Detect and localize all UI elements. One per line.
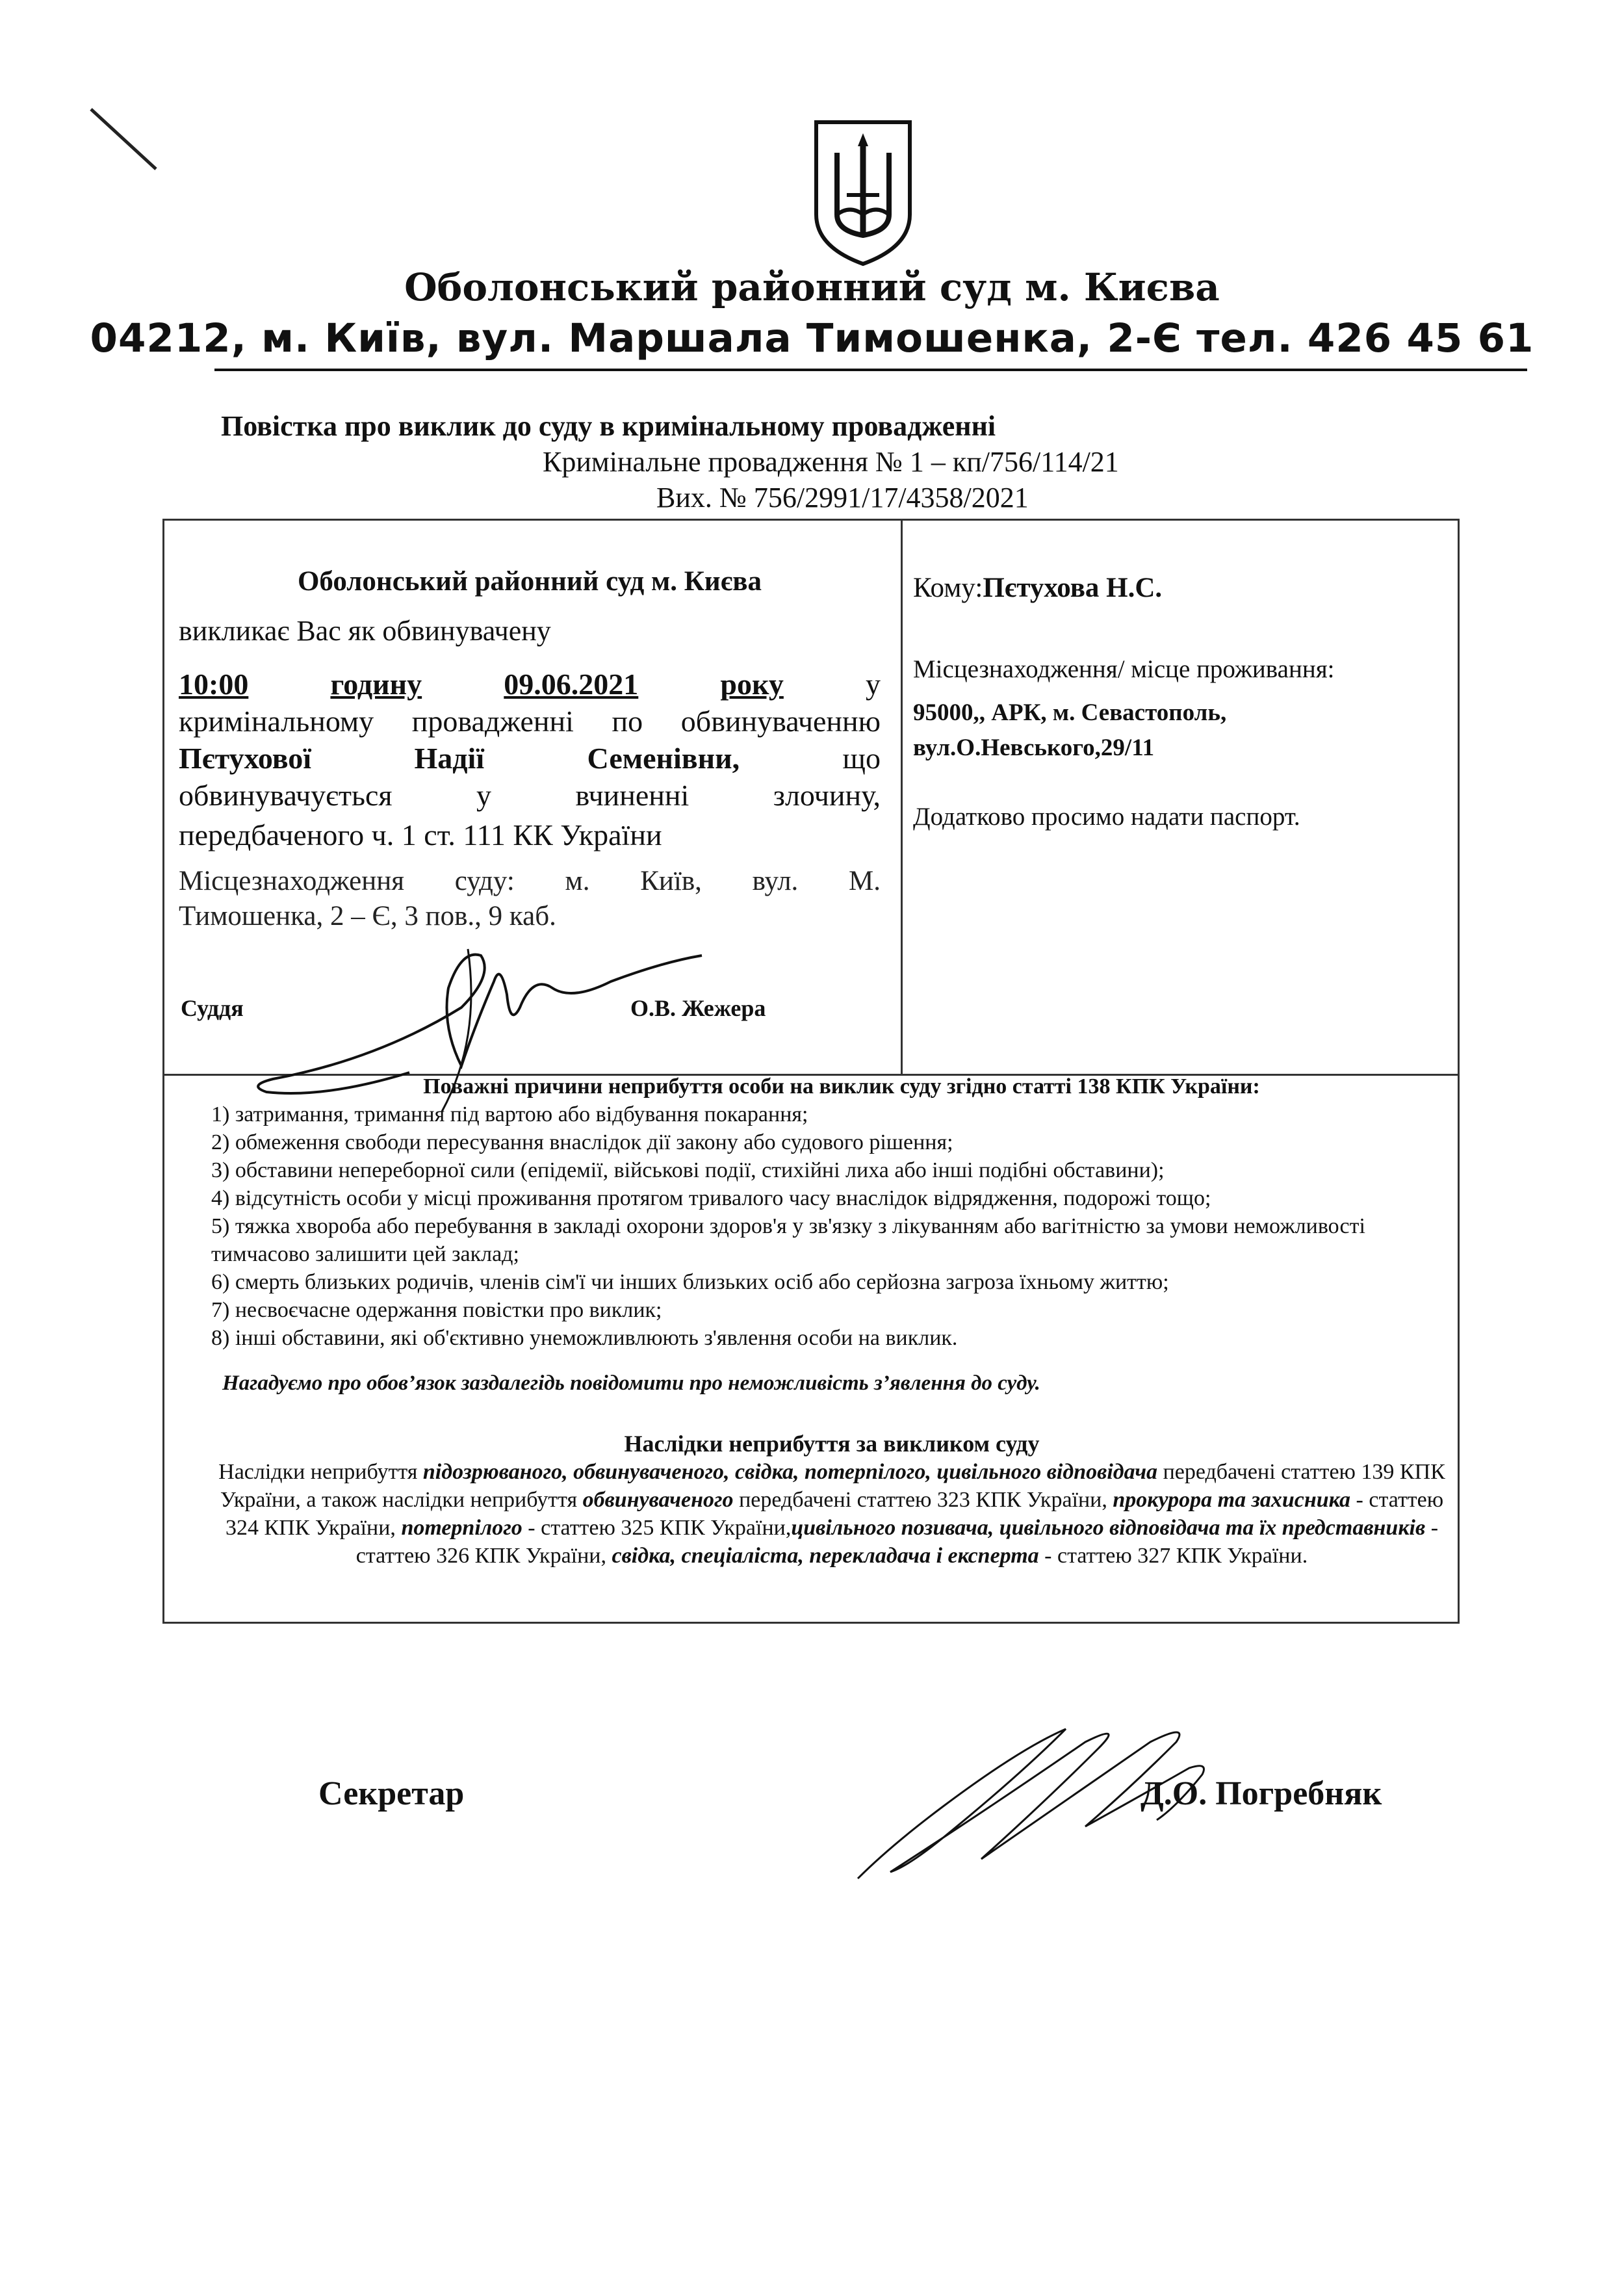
- accused-first-name: Надії: [414, 742, 485, 775]
- accused-surname: Пєтухової: [179, 742, 312, 775]
- hour-word: годину: [330, 668, 422, 701]
- secretary-name: Д.О. Погребняк: [1141, 1775, 1382, 1812]
- case-number: Кримінальне провадження № 1 – кп/756/114/21: [543, 446, 1119, 478]
- charge-line: обвинувачується у вчиненні злочину,: [179, 779, 881, 812]
- hearing-datetime: [179, 667, 881, 701]
- notice-title: Повістка про виклик до суду в кримінальному провадженні: [221, 410, 996, 442]
- residence-address-line1: 95000,, АРК, м. Севастополь,: [913, 699, 1227, 726]
- recipient-label: Кому:: [913, 573, 983, 603]
- court-location-line2: Тимошенка, 2 – Є, 3 пов., 9 каб.: [179, 901, 556, 931]
- court-title: Оболонський районний суд м. Києва: [404, 265, 1220, 309]
- recipient-details: [913, 572, 1446, 831]
- trident-coat-of-arms-icon: [811, 117, 915, 268]
- scan-mark: [84, 104, 162, 176]
- recipient-name: Пєтухова Н.С.: [983, 573, 1163, 603]
- judge-name: О.В. Жежера: [630, 995, 766, 1021]
- accused-patronymic: Семенівни,: [587, 742, 740, 775]
- reason-item: 6) смерть близьких родичів, членів сім'ї чи інших близьких осіб або серйозна загроза їхньому життю;: [211, 1270, 1169, 1294]
- consequences-text: Наслідки неприбуття підозрюваного, обвинуваченого, свідка, потерпілого, цивільного відповідача передбачені статтею 139 КПК України, а також наслідки неприбуття обвинуваченого передбачені статтею 323 КПК України, прокурора та захисника - статтею 324 КПК України, потерпілого - статтею 325 КПК України,цивільного позивача, цивільного відповідача та їх представників - статтею 326 КПК України, свідка, спеціаліста, перекладача і експерта - статтею 327 КПК України.: [218, 1460, 1445, 1568]
- header-divider: [214, 369, 1527, 371]
- consequences-title: Наслідки неприбуття за викликом суду: [624, 1431, 1040, 1457]
- residence-address-line2: вул.О.Невського,29/11: [913, 734, 1155, 761]
- reason-item: 8) інші обставини, які об'єктивно унеможливлюють з'явлення особи на виклик.: [211, 1326, 958, 1350]
- outgoing-number: Вих. № 756/2991/17/4358/2021: [656, 482, 1029, 514]
- summons-details: [179, 566, 881, 934]
- passport-note: Додатково просимо надати паспорт.: [913, 803, 1300, 831]
- court-location-line1: Місцезнаходження суду: м. Київ, вул. М.: [179, 866, 881, 896]
- summoning-court: Оболонський районний суд м. Києва: [297, 566, 762, 597]
- reminder-note: Нагадуємо про обов’язок заздалегідь повідомити про неможливість з’явлення до суду.: [222, 1372, 1040, 1395]
- hearing-date: 09.06.2021: [504, 668, 639, 701]
- in-word: у: [865, 668, 881, 701]
- hearing-time: 10:00: [179, 668, 249, 701]
- charge-article: передбаченого ч. 1 ст. 111 КК України: [179, 818, 662, 852]
- reason-item: 5) тяжка хвороба або перебування в закладі охорони здоров'я у зв'язку з лікуванням або вагітністю за умови неможливості тимчасово залишити цей заклад;: [211, 1214, 1365, 1266]
- residence-label: Місцезнаходження/ місце проживання:: [913, 655, 1335, 683]
- reason-item: 7) несвоєчасне одержання повістки про виклик;: [211, 1298, 662, 1322]
- recipient-line: [913, 572, 1446, 604]
- valid-reasons-title: Поважні причини неприбуття особи на виклик суду згідно статті 138 КПК України:: [423, 1074, 1260, 1098]
- reason-item: 2) обмеження свободи пересування внаслідок дії закону або судового рішення;: [211, 1130, 953, 1154]
- judge-signature: [247, 910, 741, 1124]
- court-address: 04212, м. Київ, вул. Маршала Тимошенка, 2-Є тел. 426 45 61: [90, 315, 1534, 361]
- accused-name: [179, 741, 881, 775]
- column-divider: [901, 519, 903, 1075]
- reason-item: 1) затримання, тримання під вартою або відбування покарання;: [211, 1102, 808, 1126]
- judge-label: Суддя: [181, 995, 244, 1021]
- year-word: року: [720, 668, 784, 701]
- accused-tail: що: [842, 742, 881, 775]
- secretary-label: Секретар: [318, 1775, 465, 1812]
- summons-role: викликає Вас як обвинувачену: [179, 615, 551, 647]
- consequences-section: [214, 1430, 1449, 1570]
- reason-item: 4) відсутність особи у місці проживання протягом тривалого часу внаслідок відрядження, подорожі тощо;: [211, 1186, 1211, 1210]
- reason-item: 3) обставини непереборної сили (епідемії, військові події, стихійні лиха або інші подібні обставини);: [211, 1158, 1165, 1182]
- proceeding-line: кримінальному провадженні по обвинуваченню: [179, 705, 881, 738]
- secretary-signature: [851, 1716, 1215, 1885]
